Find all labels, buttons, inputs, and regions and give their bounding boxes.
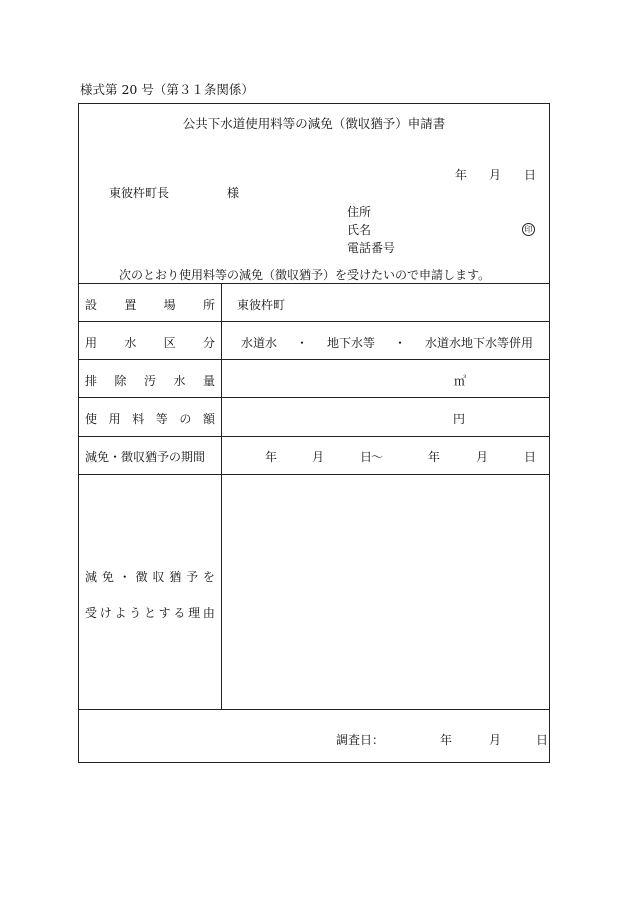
survey-date-label: 調査日： — [336, 733, 385, 747]
application-form — [78, 103, 550, 763]
option-groundwater[interactable]: 地下水等 — [326, 336, 375, 350]
form-title: 公共下水道使用料等の減免（徴収猶予）申請書 — [182, 116, 446, 131]
reason-label-line1: 減 免 ・ 徴 収 猶 予 を — [85, 570, 215, 584]
address-label[interactable]: 住所 — [347, 205, 372, 219]
period-start-year[interactable]: 年 — [265, 450, 278, 464]
addressee-name: 東彼杵町長 — [109, 186, 170, 200]
row-divider — [79, 397, 549, 398]
option-combined[interactable]: 水道水地下水等併用 — [424, 336, 533, 350]
location-value[interactable]: 東彼杵町 — [237, 298, 286, 312]
row-divider — [79, 321, 549, 322]
discharge-label: 排 除 汚 水 量 — [85, 374, 215, 388]
period-start-day[interactable]: 日 — [360, 450, 373, 464]
water-category-label: 用 水 区 分 — [85, 336, 215, 350]
option-tap-water[interactable]: 水道水 — [241, 336, 278, 350]
name-label[interactable]: 氏名 — [347, 223, 372, 237]
fee-amount-label: 使 用 料 等 の 額 — [85, 412, 215, 426]
request-statement: 次のとおり使用料等の減免（徴収猶予）を受けたいので申請します。 — [119, 268, 491, 282]
row-divider — [79, 474, 549, 475]
row-divider — [79, 436, 549, 437]
phone-label[interactable]: 電話番号 — [347, 241, 396, 255]
fee-amount-unit: 円 — [453, 412, 466, 426]
table-top-divider — [79, 283, 549, 284]
period-end-day[interactable]: 日 — [524, 450, 537, 464]
application-month[interactable]: 月 — [489, 168, 502, 182]
addressee-honorific: 様 — [227, 186, 240, 200]
survey-year[interactable]: 年 — [440, 733, 453, 747]
seal-mark: 印 — [522, 221, 535, 236]
period-separator: ～ — [371, 450, 384, 464]
reason-label-line2: 受 け よ う と す る 理 由 — [85, 606, 215, 620]
period-end-month[interactable]: 月 — [476, 450, 489, 464]
reason-input-area[interactable] — [223, 476, 549, 707]
form-number: 様式第 20 号（第３１条関係） — [80, 82, 254, 97]
discharge-unit: ㎥ — [454, 374, 467, 388]
row-divider — [79, 359, 549, 360]
location-label: 設 置 場 所 — [85, 298, 215, 312]
application-day[interactable]: 日 — [524, 168, 537, 182]
survey-divider — [79, 709, 549, 710]
application-year[interactable]: 年 — [455, 168, 468, 182]
period-start-month[interactable]: 月 — [312, 450, 325, 464]
survey-month[interactable]: 月 — [489, 733, 502, 747]
water-category-options: 水道水 ・ 地下水等 ・ 水道水地下水等併用 — [241, 336, 533, 350]
period-end-year[interactable]: 年 — [428, 450, 441, 464]
period-label: 減免・徴収猶予の期間 — [85, 450, 206, 464]
survey-day[interactable]: 日 — [536, 733, 549, 747]
column-divider — [221, 283, 222, 709]
